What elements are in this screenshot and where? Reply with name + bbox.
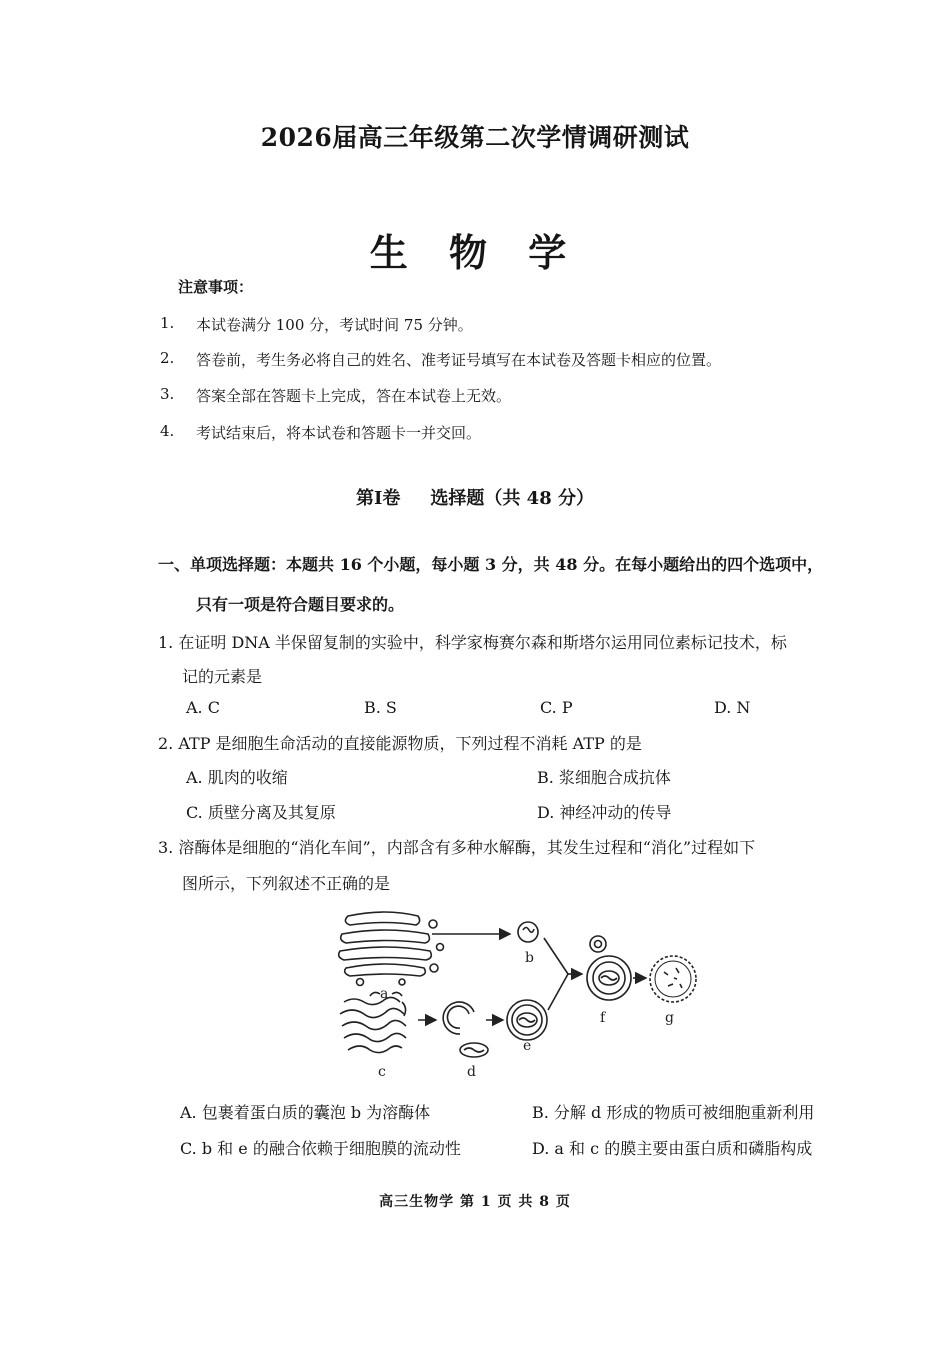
question-1-stem-cont: 记的元素是 [182, 667, 263, 686]
question-1-option-a: A. C [186, 698, 220, 717]
subject-title: 生 物 学 [369, 230, 581, 275]
phagophore-d [443, 1002, 488, 1057]
notice-item-number: 3. [160, 385, 175, 403]
notice-item-text: 本试卷满分 100 分，考试时间 75 分钟。 [196, 316, 473, 334]
golgi-apparatus-a [339, 912, 444, 986]
autophagosome-e [507, 1000, 547, 1040]
part-subtitle: 选择题（共 48 分） [430, 488, 594, 509]
notice-item-text: 答卷前，考生务必将自己的姓名、准考证号填写在本试卷及答题卡相应的位置。 [196, 351, 722, 369]
question-2-stem: 2. ATP 是细胞生命活动的直接能源物质，下列过程不消耗 ATP 的是 [158, 734, 642, 753]
part-title [0, 484, 950, 510]
label-a: a [380, 986, 389, 1002]
question-3-option-b: B. 分解 d 形成的物质可被细胞重新利用 [532, 1103, 815, 1122]
label-d: d [467, 1064, 476, 1080]
label-f: f [600, 1010, 606, 1026]
question-1-option-d: D. N [714, 698, 751, 717]
label-c: c [378, 1064, 386, 1080]
label-b: b [525, 950, 534, 966]
vesicle-b [518, 922, 538, 942]
question-1-option-c: C. P [540, 698, 573, 717]
exam-title: 2026届高三年级第二次学情调研测试 [260, 123, 690, 152]
question-2-option-a: A. 肌肉的收缩 [186, 768, 288, 787]
notice-item-number: 2. [160, 349, 175, 367]
part-name: 第Ⅰ卷 [355, 488, 401, 509]
fusion-f [587, 956, 631, 1000]
question-3-option-d: D. a 和 c 的膜主要由蛋白质和磷脂构成 [532, 1139, 813, 1158]
notice-item-number: 1. [160, 314, 175, 332]
notice-item-text: 考试结束后，将本试卷和答题卡一并交回。 [196, 424, 482, 442]
lysosome-diagram [330, 902, 710, 1082]
section-instruction-cont: 只有一项是符合题目要求的。 [196, 595, 405, 614]
section-instruction: 一、单项选择题：本题共 16 个小题，每小题 3 分，共 48 分。在每小题给出的四个选项中， [158, 555, 824, 574]
question-3-option-a: A. 包裹着蛋白质的囊泡 b 为溶酶体 [180, 1103, 431, 1122]
question-1-option-b: B. S [364, 698, 397, 717]
question-2-option-b: B. 浆细胞合成抗体 [537, 768, 671, 787]
notice-title: 注意事项： [178, 278, 254, 296]
notice-item-text: 答案全部在答题卡上完成，答在本试卷上无效。 [196, 387, 512, 405]
label-g: g [665, 1010, 674, 1026]
endoplasmic-reticulum-c [340, 992, 406, 1052]
question-2-option-c: C. 质壁分离及其复原 [186, 803, 336, 822]
question-3-stem-cont: 图所示，下列叙述不正确的是 [182, 874, 391, 893]
question-2-option-d: D. 神经冲动的传导 [537, 803, 672, 822]
question-1-stem: 1. 在证明 DNA 半保留复制的实验中，科学家梅赛尔森和斯塔尔运用同位素标记技术，标 [158, 633, 787, 652]
question-3-option-c: C. b 和 e 的融合依赖于细胞膜的流动性 [180, 1139, 461, 1158]
page-footer: 高三生物学 第 1 页 共 8 页 [379, 1194, 571, 1210]
label-e: e [523, 1038, 532, 1054]
lysosome-g [650, 956, 696, 1002]
notice-item-number: 4. [160, 422, 175, 440]
question-3-stem: 3. 溶酶体是细胞的“消化车间”，内部含有多种水解酶，其发生过程和“消化”过程如下 [158, 838, 756, 857]
